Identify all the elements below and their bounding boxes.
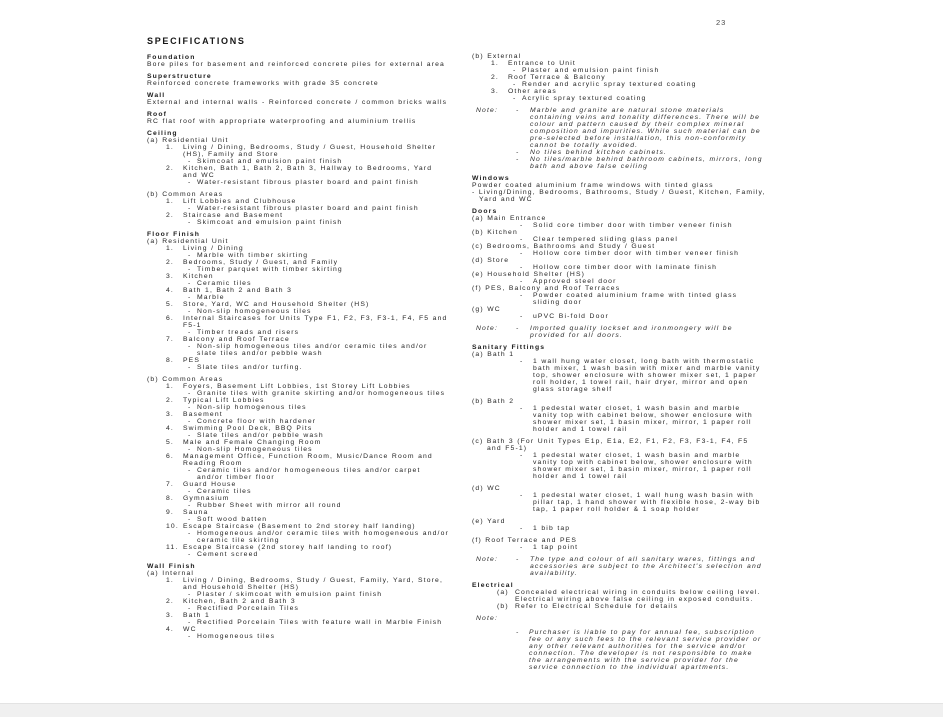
sub-item — [472, 95, 766, 102]
item-text: Internal Staircases for Units Type F1, F2, F3, F3-1, F4, F5 and F5-1 — [183, 315, 448, 329]
list-item — [147, 544, 450, 551]
entry-label: (f) Roof Terrace and PES — [472, 537, 578, 544]
dash-bullet: - — [188, 488, 192, 495]
note — [472, 556, 766, 577]
item-number: 4. — [166, 287, 174, 294]
dash-bullet: - — [188, 432, 192, 439]
sub-item — [147, 502, 450, 509]
sub-item-text: Render and acrylic spray textured coating — [522, 81, 697, 88]
sub-item-wide — [472, 222, 766, 229]
note-item — [516, 149, 766, 156]
item-number: 3. — [491, 88, 499, 95]
item-text: Staircase and Basement — [183, 212, 284, 219]
dash-bullet: - — [188, 219, 192, 226]
sub-item-wide — [472, 544, 766, 551]
list-item — [147, 357, 450, 364]
dash-bullet: - — [188, 551, 192, 558]
note-items — [516, 325, 766, 339]
item-text: Living / Dining, Bedrooms, Study / Guest, Household Shelter (HS), Family and Store — [183, 144, 437, 158]
item-text: Swimming Pool Deck, BBQ Pits — [183, 425, 313, 432]
section-heading: Superstructure — [147, 73, 212, 80]
sub-item-wide — [472, 405, 766, 433]
dash-bullet: - — [520, 525, 524, 532]
item-number: 3. — [166, 612, 174, 619]
dash-bullet: - — [520, 313, 524, 320]
item-number: 8. — [166, 495, 174, 502]
dash-bullet: - — [516, 107, 520, 114]
list-item — [147, 144, 450, 158]
section-heading: Roof — [147, 111, 168, 118]
note-item — [516, 156, 766, 170]
dash-bullet: - — [188, 404, 192, 411]
sub-item — [147, 516, 450, 523]
dash-bullet: - — [188, 530, 192, 537]
sub-item-text: Approved steel door — [533, 278, 617, 285]
sub-item-wide — [472, 236, 766, 243]
entry-label: (b) Bath 2 — [472, 398, 515, 405]
right-column — [472, 53, 766, 671]
dash-bullet: - — [520, 544, 524, 551]
item-text: Typical Lift Lobbies — [183, 397, 265, 404]
item-number: 2. — [166, 212, 174, 219]
sub-item — [147, 446, 450, 453]
item-text: Living / Dining — [183, 245, 244, 252]
dash-bullet: - — [188, 633, 192, 640]
sub-item-wide — [472, 492, 766, 513]
item-text: Kitchen, Bath 2 and Bath 3 — [183, 598, 296, 605]
section-heading: Doors — [472, 208, 498, 215]
dash-bullet: - — [513, 81, 517, 88]
item-text: Roof Terrace & Balcony — [508, 74, 606, 81]
item-text: Kitchen — [183, 273, 214, 280]
note-label: Note: — [476, 325, 498, 332]
dash-bullet: - — [188, 446, 192, 453]
dash-bullet: - — [188, 605, 192, 612]
note — [472, 325, 766, 339]
note-text: No tiles/marble behind bathroom cabinets, mirrors, long bath and above false ceiling — [530, 156, 763, 170]
sub-item-text: Skimcoat and emulsion paint finish — [197, 158, 343, 165]
entry-item — [472, 603, 766, 610]
dash-bullet: - — [188, 205, 192, 212]
item-text: Bath 1 — [183, 612, 210, 619]
sub-item — [147, 266, 450, 273]
note — [472, 107, 766, 170]
entry-label: (e) Yard — [472, 518, 506, 525]
sub-item-text: Powder coated aluminium frame with tinted glass sliding door — [533, 292, 738, 306]
item-number: 4. — [166, 626, 174, 633]
item-text: Balcony and Roof Terrace — [183, 336, 290, 343]
note-label: Note: — [476, 107, 498, 114]
item-text: Store, Yard, WC and Household Shelter (HS) — [183, 301, 370, 308]
dash-bullet: - — [188, 294, 192, 301]
item-number: 1. — [166, 245, 174, 252]
item-number: 4. — [166, 425, 174, 432]
dash-bullet: - — [516, 156, 520, 163]
list-item — [147, 481, 450, 488]
sub-item-text: uPVC Bi-fold Door — [533, 313, 609, 320]
list-item — [472, 60, 766, 67]
entry-label: (a) Bath 1 — [472, 351, 515, 358]
sub-item — [147, 591, 450, 598]
sub-item-text: 1 pedestal water closet, 1 wash basin and marble vanity top with cabinet below, shower enclosure with shower mixer set, 1 basin mixer, mirror, 1 paper roll holder and 1 towel rail — [533, 405, 753, 433]
item-text: Other areas — [508, 88, 557, 95]
sub-item — [147, 432, 450, 439]
list-item — [147, 577, 450, 591]
list-item — [147, 259, 450, 266]
section-heading: Wall — [147, 92, 166, 99]
item-number: 2. — [491, 74, 499, 81]
note-label: Note: — [476, 615, 498, 622]
sub-item-text: Hollow core timber door with timber veneer finish — [533, 250, 740, 257]
sub-item — [147, 179, 450, 186]
dash-bullet: - — [188, 390, 192, 397]
sub-item-text: Soft wood batten — [197, 516, 268, 523]
list-item — [147, 315, 450, 329]
sub-item-text: Hollow core timber door with laminate finish — [533, 264, 718, 271]
dash-bullet: - — [188, 619, 192, 626]
sub-item-wide — [472, 264, 766, 271]
sub-item-text: Rectified Porcelain Tiles with feature wall in Marble Finish — [197, 619, 443, 626]
item-number: 2. — [166, 165, 174, 172]
item-text: Kitchen, Bath 1, Bath 2, Bath 3, Hallway to Bedrooms, Yard and WC — [183, 165, 433, 179]
sub-item-text: Timber parquet with timber skirting — [197, 266, 343, 273]
list-item — [472, 88, 766, 95]
note-text: The type and colour of all sanitary wares, fittings and accessories are subject to the Architect's selection and availability. — [530, 556, 762, 577]
sub-item-text: Plaster and emulsion paint finish — [522, 67, 660, 74]
dash-bullet: - — [188, 502, 192, 509]
list-item — [147, 245, 450, 252]
list-item — [147, 626, 450, 633]
sub-item — [147, 280, 450, 287]
sub-item-text: Water-resistant fibrous plaster board and paint finish — [197, 179, 419, 186]
dash-bullet: - — [520, 492, 524, 499]
entry-label: (c) Bath 3 (For Unit Types E1p, E1a, E2, F1, F2, F3, F3-1, F4, F5 and F5-1) — [472, 438, 749, 452]
sub-item-text: 1 tap point — [533, 544, 579, 551]
list-label: (b) Common Areas — [147, 376, 224, 383]
list-item — [147, 425, 450, 432]
item-number: 10. — [166, 523, 179, 530]
list-item — [147, 301, 450, 308]
section-heading: Windows — [472, 175, 510, 182]
dash-bullet: - — [520, 236, 524, 243]
dash-bullet: - — [188, 418, 192, 425]
note-items — [516, 556, 766, 577]
sub-item-text: Rectified Porcelain Tiles — [197, 605, 300, 612]
note-text: Purchaser is liable to pay for annual fee, subscription fee or any such fees to the relevant service provider or any other relevant authorities for the service and/or connection. The developer is not responsible to make the arrangements with the service provider for the service connection to the individual apartments. — [529, 629, 762, 671]
sub-item-text: Homogeneous and/or ceramic tiles with homogeneous and/or ceramic tile skirting — [197, 530, 449, 544]
list-item — [147, 383, 450, 390]
item-number: 1. — [166, 577, 174, 584]
entry-label: (b) Kitchen — [472, 229, 518, 236]
sub-item-text: Marble — [197, 294, 225, 301]
dash-bullet: - — [188, 364, 192, 371]
sub-item — [147, 294, 450, 301]
list-item — [147, 336, 450, 343]
section-heading: Wall Finish — [147, 563, 196, 570]
entry-label: (c) Bedrooms, Bathrooms and Study / Guest — [472, 243, 656, 250]
list-item — [147, 495, 450, 502]
list-item — [147, 453, 450, 467]
item-number: 1. — [166, 144, 174, 151]
item-text: Basement — [183, 411, 223, 418]
item-number: 1. — [491, 60, 499, 67]
item-number: 5. — [166, 439, 174, 446]
paragraph: External and internal walls - Reinforced concrete / common bricks walls — [147, 99, 448, 106]
entry-item — [472, 589, 766, 603]
dash-bullet: - — [188, 308, 192, 315]
item-text: Escape Staircase (Basement to 2nd storey half landing) — [183, 523, 416, 530]
item-text: Lift Lobbies and Clubhouse — [183, 198, 297, 205]
section-heading: Foundation — [147, 54, 196, 61]
list-item — [147, 165, 450, 179]
note-text: Marble and granite are natural stone materials containing veins and tonality differences. There will be colour and pattern caused by their complex mineral composition and impurities. While such material can be pre-selected before installation, this non-conformity cannot be totally avoided. — [530, 107, 761, 149]
dash-bullet: - — [188, 280, 192, 287]
sub-item-text: 1 bib tap — [533, 525, 571, 532]
section-heading: Floor Finish — [147, 231, 201, 238]
dash-bullet: - — [188, 343, 192, 350]
sub-item-text: 1 pedestal water closet, 1 wash basin and marble vanity top with cabinet below, shower enclosure with shower mixer set, 1 basin mixer, mirror, 1 paper roll holder and 1 towel rail — [533, 452, 753, 480]
item-number: 2. — [166, 397, 174, 404]
entry-label: (f) PES, Balcony and Roof Terraces — [472, 285, 621, 292]
sub-item — [147, 329, 450, 336]
sub-item — [147, 343, 450, 357]
page-number: 23 — [716, 18, 727, 27]
sub-item — [147, 633, 450, 640]
sub-item-wide — [472, 525, 766, 532]
item-number: 7. — [166, 481, 174, 488]
sub-item-text: Clear tempered sliding glass panel — [533, 236, 678, 243]
dash-bullet: - — [520, 278, 524, 285]
list-label: (a) Internal — [147, 570, 195, 577]
entry-text: Concealed electrical wiring in conduits below ceiling level. Electrical wiring above false ceiling in exposed conduits. — [515, 589, 761, 603]
list-label: (b) External — [472, 53, 522, 60]
dash-bullet: - — [188, 516, 192, 523]
left-column — [147, 38, 450, 640]
sub-item-text: Slate tiles and/or pebble wash — [197, 432, 324, 439]
list-item — [147, 523, 450, 530]
item-text: Male and Female Changing Room — [183, 439, 322, 446]
note-item — [516, 325, 766, 339]
item-number: 7. — [166, 336, 174, 343]
item-text: Bath 1, Bath 2 and Bath 3 — [183, 287, 292, 294]
sub-item — [147, 308, 450, 315]
item-text: Guard House — [183, 481, 237, 488]
note-item — [516, 556, 766, 577]
dash-bullet: - — [188, 266, 192, 273]
sub-item — [147, 551, 450, 558]
sub-item-wide — [472, 313, 766, 320]
list-label: (a) Residential Unit — [147, 238, 229, 245]
sub-item — [147, 488, 450, 495]
dash-bullet: - — [513, 95, 517, 102]
item-text: Gymnasium — [183, 495, 230, 502]
paragraph: RC flat roof with appropriate waterproofing and aluminium trellis — [147, 118, 417, 125]
dash-bullet: - — [188, 252, 192, 259]
sub-item-text: Solid core timber door with timber veneer finish — [533, 222, 733, 229]
section-heading: Ceiling — [147, 130, 178, 137]
sub-item — [147, 390, 450, 397]
dash-bullet: - — [520, 264, 524, 271]
sub-item-text: Non-slip homogeneous tiles — [197, 308, 312, 315]
sub-item — [147, 252, 450, 259]
note-item — [472, 629, 766, 671]
sub-item — [147, 467, 450, 481]
list-item — [472, 74, 766, 81]
paragraph: Reinforced concrete frameworks with grade 35 concrete — [147, 80, 379, 87]
entry-label: (e) Household Shelter (HS) — [472, 271, 586, 278]
item-text: Living / Dining, Bedrooms, Study / Guest, Family, Yard, Store, and Household Shelter (HS) — [183, 577, 444, 591]
list-item — [147, 397, 450, 404]
sub-item — [147, 404, 450, 411]
item-number: 11. — [166, 544, 179, 551]
item-text: Sauna — [183, 509, 209, 516]
paragraph-dash: - Living/Dining, Bedrooms, Bathrooms, Study / Guest, Kitchen, Family, Yard and WC — [472, 189, 766, 203]
item-number: 3. — [166, 273, 174, 280]
item-number: 2. — [166, 598, 174, 605]
sub-item-wide — [472, 278, 766, 285]
sub-item-text: Homogeneous tiles — [197, 633, 276, 640]
sub-item-wide — [472, 358, 766, 393]
item-number: 6. — [166, 453, 174, 460]
sub-item — [147, 364, 450, 371]
sub-item-text: Non-slip Homogeneous tiles — [197, 446, 313, 453]
list-label: (a) Residential Unit — [147, 137, 229, 144]
dash-bullet: - — [188, 467, 192, 474]
dash-bullet: - — [520, 292, 524, 299]
item-number: 6. — [166, 315, 174, 322]
section-heading: Sanitary Fittings — [472, 344, 546, 351]
list-item — [147, 273, 450, 280]
sub-item-wide — [472, 452, 766, 480]
sub-item-text: Timber treads and risers — [197, 329, 300, 336]
scan-edge — [0, 703, 943, 717]
entry-label: (g) WC — [472, 306, 501, 313]
sub-item — [472, 81, 766, 88]
dash-bullet: - — [516, 556, 520, 563]
item-text: Entrance to Unit — [508, 60, 576, 67]
entry-marker: (b) — [497, 603, 509, 610]
sub-item-text: Acrylic spray textured coating — [522, 95, 647, 102]
sub-item — [147, 530, 450, 544]
item-text: WC — [183, 626, 197, 633]
sub-item-text: Water-resistant fibrous plaster board and paint finish — [197, 205, 419, 212]
item-text: Foyers, Basement Lift Lobbies, 1st Storey Lift Lobbies — [183, 383, 411, 390]
entry-label: (a) Main Entrance — [472, 215, 547, 222]
list-item — [147, 509, 450, 516]
sub-item — [147, 219, 450, 226]
sub-item-wide — [472, 292, 766, 306]
sub-item-text: Plaster / skimcoat with emulsion paint finish — [197, 591, 383, 598]
list-item — [147, 439, 450, 446]
list-item — [147, 198, 450, 205]
sub-item-text: Cement screed — [197, 551, 259, 558]
dash-bullet: - — [520, 405, 524, 412]
item-number: 1. — [166, 383, 174, 390]
entry-label: (d) Store — [472, 257, 510, 264]
dash-bullet: - — [188, 158, 192, 165]
sub-item-text: 1 wall hung water closet, long bath with thermostatic bath mixer, 1 wash basin with mixer and marble vanity top, shower enclosure with shower mixer set, 1 paper roll holder, 1 towel rail, hair dryer, mirror and open glass storage shelf — [533, 358, 761, 393]
sub-item — [147, 205, 450, 212]
sub-item — [472, 67, 766, 74]
sub-item-text: Slate tiles and/or turfing. — [197, 364, 303, 371]
dash-bullet: - — [516, 325, 520, 332]
dash-bullet: - — [520, 358, 524, 365]
page-title: SPECIFICATIONS — [147, 36, 246, 46]
item-number: 3. — [166, 411, 174, 418]
entry-text: Refer to Electrical Schedule for details — [515, 603, 679, 610]
list-item — [147, 411, 450, 418]
dash-bullet: - — [188, 329, 192, 336]
note-label: Note: — [476, 556, 498, 563]
item-number: 8. — [166, 357, 174, 364]
note-text: Imported quality lockset and ironmongery will be provided for all doors. — [530, 325, 733, 339]
sub-item-text: Non-slip homogeneous tiles and/or ceramic tiles and/or slate tiles and/or pebble wash — [197, 343, 428, 357]
item-number: 9. — [166, 509, 174, 516]
sub-item-wide — [472, 250, 766, 257]
list-item — [147, 212, 450, 219]
dash-bullet: - — [188, 179, 192, 186]
entry-label: (d) WC — [472, 485, 501, 492]
item-number: 1. — [166, 198, 174, 205]
dash-bullet: - — [520, 250, 524, 257]
note-text: No tiles behind kitchen cabinets. — [530, 149, 668, 156]
dash-bullet: - — [188, 591, 192, 598]
dash-bullet: - — [520, 452, 524, 459]
sub-item — [147, 418, 450, 425]
sub-item-text: Marble with timber skirting — [197, 252, 309, 259]
sub-item-text: Ceramic tiles and/or homogeneous tiles and/or carpet and/or timber floor — [197, 467, 421, 481]
sub-item-text: Concrete floor with hardener — [197, 418, 317, 425]
paragraph: Powder coated aluminium frame windows with tinted glass — [472, 182, 714, 189]
sub-item — [147, 158, 450, 165]
item-text: Bedrooms, Study / Guest, and Family — [183, 259, 339, 266]
dash-bullet: - — [516, 629, 520, 636]
entry-marker: (a) — [497, 589, 509, 596]
dash-bullet: - — [516, 149, 520, 156]
sub-item-text: Ceramic tiles — [197, 488, 252, 495]
sub-item — [147, 605, 450, 612]
sub-item-text: Non-slip homogenous tiles — [197, 404, 307, 411]
sub-item-text: Skimcoat and emulsion paint finish — [197, 219, 343, 226]
note-items — [516, 107, 766, 170]
list-item — [147, 612, 450, 619]
list-label: (b) Common Areas — [147, 191, 224, 198]
list-item — [147, 287, 450, 294]
item-number: 5. — [166, 301, 174, 308]
dash-bullet: - — [520, 222, 524, 229]
sub-item-text: Rubber Sheet with mirror all round — [197, 502, 342, 509]
item-text: Management Office, Function Room, Music/Dance Room and Reading Room — [183, 453, 433, 467]
section-heading: Electrical — [472, 582, 514, 589]
sub-item-text: 1 pedestal water closet, 1 wall hung wash basin with pillar tap, 1 hand shower with flexible hose, 2-way bib tap, 1 paper roll holder & 1 soap holder — [533, 492, 761, 513]
sub-item-text: Ceramic tiles — [197, 280, 252, 287]
item-number: 2. — [166, 259, 174, 266]
dash-bullet: - — [513, 67, 517, 74]
note-item — [516, 107, 766, 149]
item-text: Escape Staircase (2nd storey half landing to roof) — [183, 544, 393, 551]
sub-item-text: Granite tiles with granite skirting and/or homogeneous tiles — [197, 390, 446, 397]
list-item — [147, 598, 450, 605]
paragraph: Bore piles for basement and reinforced concrete piles for external area — [147, 61, 445, 68]
sub-item — [147, 619, 450, 626]
item-text: PES — [183, 357, 201, 364]
